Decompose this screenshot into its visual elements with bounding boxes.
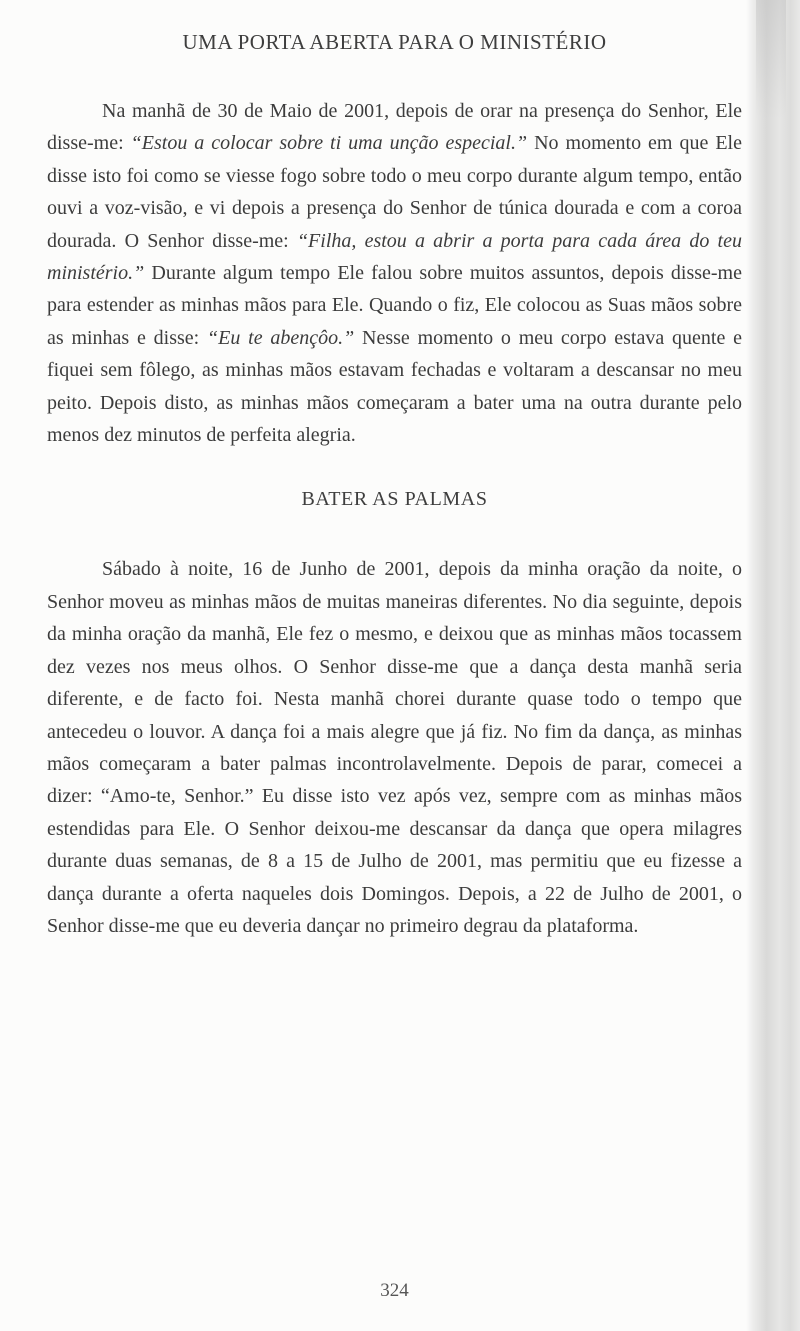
paragraph: Na manhã de 30 de Maio de 2001, depois de orar na presença do Senhor, Ele disse-me: “Estou a colocar sobre ti uma unção especial.” No momento em que Ele disse isto foi como se viesse fogo sobre todo o meu corpo durante algum tempo, então ouvi a voz-visão, e vi depois a presença do Senhor de túnica dourada e com a coroa dourada. O Senhor disse-me: “Filha, estou a abrir a porta para cada área do teu ministério.” Durante algum tempo Ele falou sobre muitos assuntos, depois disse-me para estender as minhas mãos para Ele. Quando o fiz, Ele colocou as Suas mãos sobre as minhas e disse: “Eu te abençôo.” Nesse momento o meu corpo estava quente e fiquei sem fôlego, as minhas mãos estavam fechadas e voltaram a descansar no meu peito. Depois disto, as minhas mãos começaram a bater uma na outra durante pelo menos dez minutos de perfeita alegria. (47, 100, 742, 447)
page-title: UMA PORTA ABERTA PARA O MINISTÉRIO (182, 30, 607, 54)
scan-edge-shadow (746, 0, 800, 1331)
page-number: 324 (380, 1280, 409, 1301)
page-content (47, 0, 742, 942)
section-heading: BATER AS PALMAS (301, 488, 488, 511)
paragraph: Sábado à noite, 16 de Junho de 2001, depois da minha oração da noite, o Senhor moveu as minhas mãos de muitas maneiras diferentes. No dia seguinte, depois da minha oração da manhã, Ele fez o mesmo, e deixou que as minhas mãos tocassem dez vezes nos meus olhos. O Senhor disse-me que a dança desta manhã seria diferente, e de facto foi. Nesta manhã chorei durante quase todo o tempo que antecedeu o louvor. A dança foi a mais alegre que já fiz. No fim da dança, as minhas mãos começaram a bater palmas incontrolavelmente. Depois de parar, comecei a dizer: “Amo-te, Senhor.” Eu disse isto vez após vez, sempre com as minhas mãos estendidas para Ele. O Senhor deixou-me descansar da dança que opera milagres durante duas semanas, de 8 a 15 de Julho de 2001, mas permitiu que eu fizesse a dança durante a oferta naqueles dois Domingos. Depois, a 22 de Julho de 2001, o Senhor disse-me que eu deveria dançar no primeiro degrau da plataforma. (47, 558, 742, 937)
